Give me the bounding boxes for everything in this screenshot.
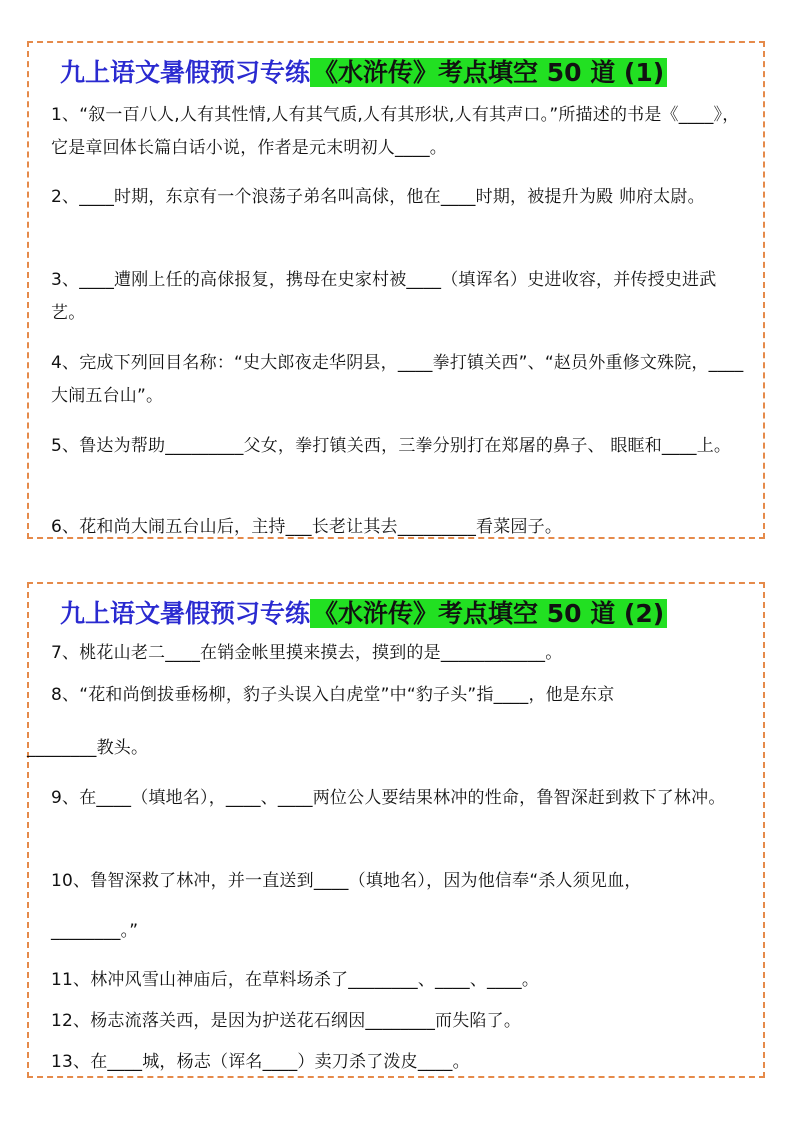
- question-9: 9、在____（填地名），____、____两位公人要结果林冲的性命，鲁智深赶到救下了林冲。: [51, 788, 726, 808]
- question-8-cont: ________教头。: [27, 738, 149, 758]
- question-3: 3、____遭刚上任的高俅报复，携母在史家村被____（填诨名）史进收容，并传授史进武艺。: [51, 270, 717, 323]
- question-10: 10、鲁智深救了林冲，并一直送到____（填地名），因为他信奉“杀人须见血，: [51, 871, 642, 891]
- question-12: 12、杨志流落关西，是因为护送花石纲因________而失陷了。: [51, 1011, 522, 1031]
- question-8: 8、“花和尚倒拔垂杨柳，豹子头误入白虎堂”中“豹子头”指____，他是东京: [51, 685, 615, 705]
- section-title: [60, 596, 667, 632]
- title-highlight: 《水浒传》考点填空 50 道 (1): [310, 58, 667, 87]
- title-prefix: 九上语文暑假预习专练: [60, 58, 311, 87]
- question-11: 11、林冲风雪山神庙后，在草料场杀了________、____、____。: [51, 970, 540, 990]
- title-prefix: 九上语文暑假预习专练: [60, 599, 311, 628]
- section-title: [60, 55, 667, 91]
- question-7: 7、桃花山老二____在销金帐里摸来摸去，摸到的是____________。: [51, 643, 563, 663]
- question-10-cont: ________。”: [51, 921, 139, 941]
- question-6: 6、花和尚大闹五台山后，主持___长老让其去_________看菜园子。: [51, 517, 563, 537]
- section-card-1: [27, 41, 765, 539]
- question-5: 5、鲁达为帮助_________父女，拳打镇关西，三拳分别打在郑屠的鼻子、 眼眶和____上。: [51, 436, 732, 456]
- question-2: 2、____时期，东京有一个浪荡子弟名叫高俅，他在____时期，被提升为殿 帅府太尉。: [51, 187, 705, 207]
- question-13: 13、在____城，杨志（诨名____）卖刀杀了泼皮____。: [51, 1052, 470, 1072]
- section-card-2: [27, 582, 765, 1078]
- title-highlight: 《水浒传》考点填空 50 道 (2): [310, 599, 667, 628]
- question-4: 4、完成下列回目名称：“史大郎夜走华阴县，____拳打镇关西”、“赵员外重修文殊院，____大闹五台山”。: [51, 353, 744, 406]
- question-1: 1、“叙一百八人,人有其性情,人有其气质,人有其形状,人有其声口。”所描述的书是《____》，它是章回体长篇白话小说，作者是元末明初人____。: [51, 105, 740, 158]
